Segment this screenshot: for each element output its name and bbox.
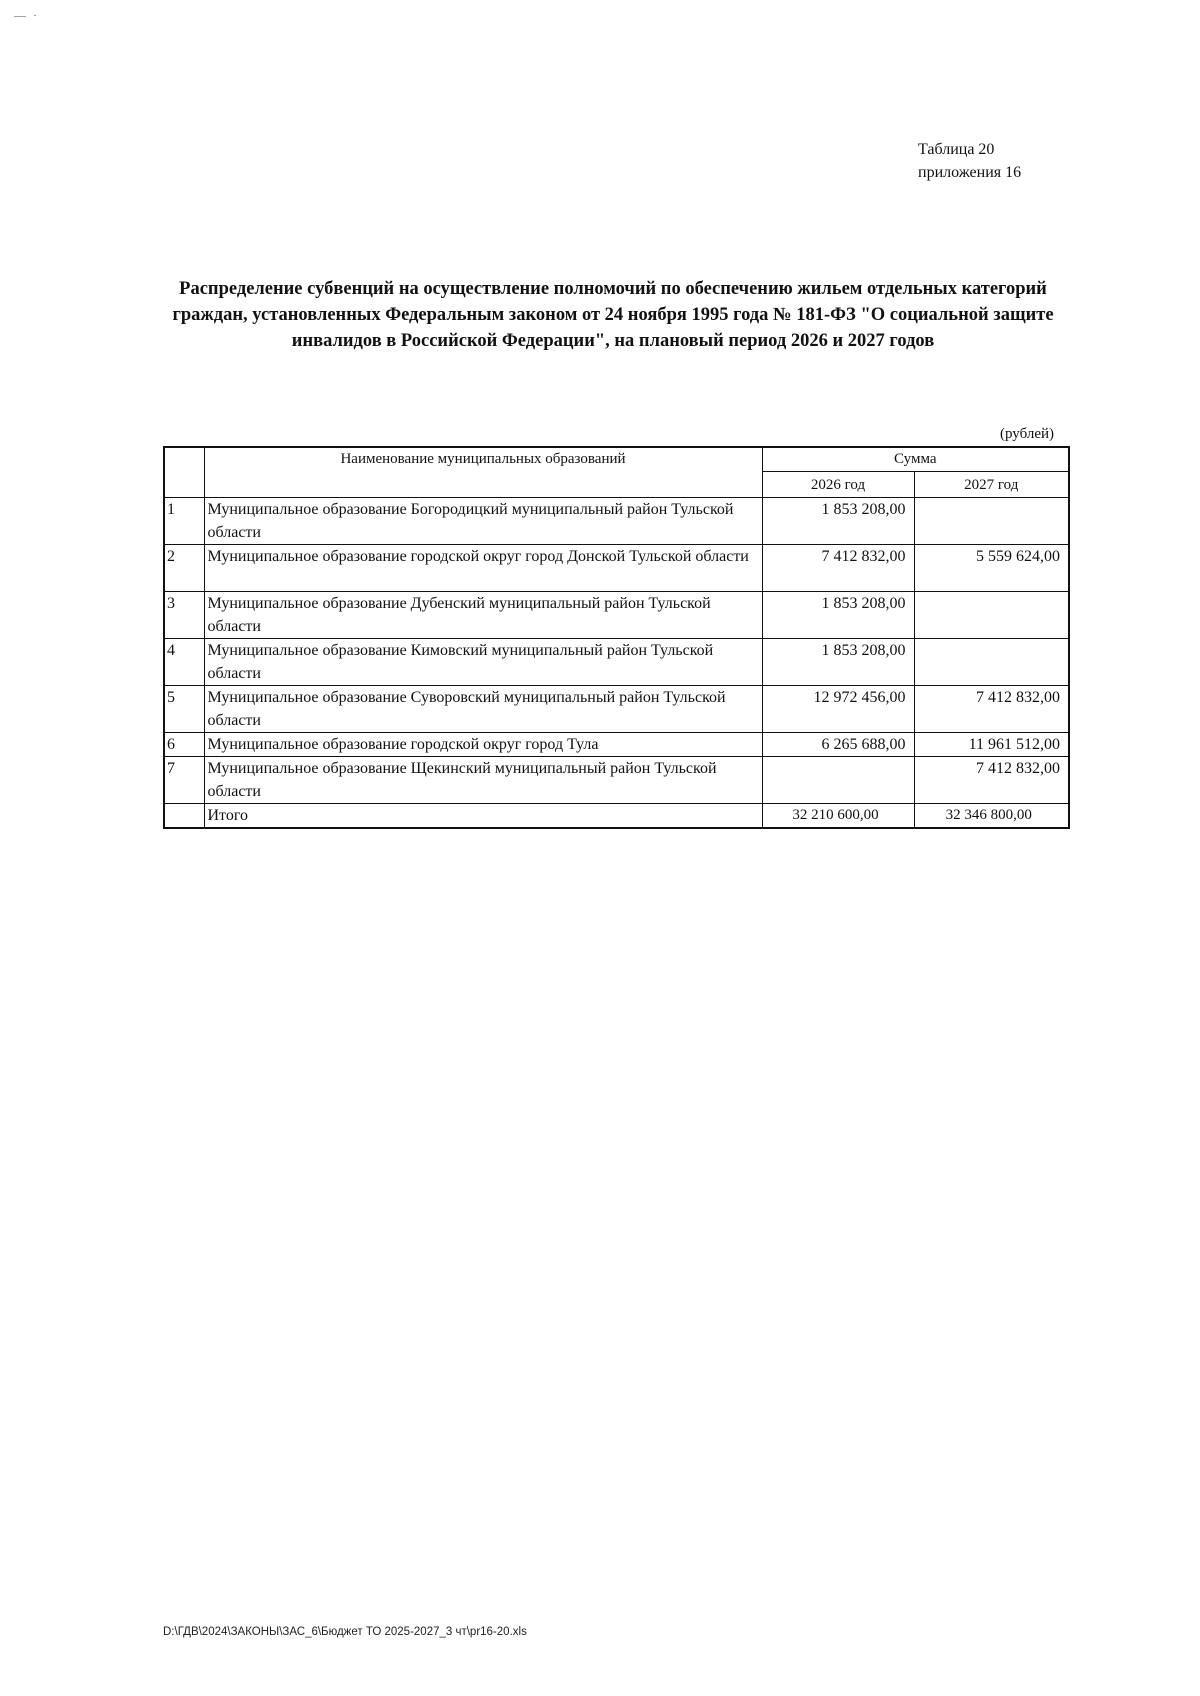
footer-file-path: D:\ГДВ\2024\ЗАКОНЫ\ЗАС_6\Бюджет ТО 2025-2027_3 чт\pr16-20.xls [163,1626,527,1638]
header-index-cell [164,447,204,498]
table-row [164,733,1069,757]
header-year-2027: 2027 год [914,472,1069,498]
row-amount-2027 [914,592,1069,639]
row-amount-2026: 1 853 208,00 [762,639,914,686]
table-row [164,545,1069,592]
row-amount-2026: 7 412 832,00 [762,545,914,592]
document-title: Распределение субвенций на осуществление полномочий по обеспечению жильем отдельных категорий граждан, установленных Федеральным законом от 24 ноября 1995 года № 181-ФЗ "О социальной защите инвалидов в Российской Федерации", на плановый период 2026 и 2027 годов [172,279,1054,351]
row-municipality: Муниципальное образование Дубенский муниципальный район Тульской области [204,592,762,639]
total-amount-2027: 32 346 800,00 [914,804,1069,829]
row-amount-2027 [914,639,1069,686]
header-sum: Сумма [762,447,1069,472]
row-amount-2027: 7 412 832,00 [914,757,1069,804]
row-index: 4 [164,639,204,686]
row-amount-2026: 1 853 208,00 [762,498,914,545]
table-row [164,639,1069,686]
row-municipality: Муниципальное образование Щекинский муниципальный район Тульской области [204,757,762,804]
row-municipality: Муниципальное образование городской округ город Донской Тульской области [204,545,762,592]
row-index: 7 [164,757,204,804]
row-amount-2026: 12 972 456,00 [762,686,914,733]
row-amount-2027: 7 412 832,00 [914,686,1069,733]
subsidy-table [163,446,1070,829]
row-index: 1 [164,498,204,545]
total-label: Итого [204,804,762,829]
row-index: 2 [164,545,204,592]
total-amount-2026: 32 210 600,00 [762,804,914,829]
units-label: (рублей) [1000,426,1055,442]
table-row [164,498,1069,545]
row-index: 5 [164,686,204,733]
row-index: 6 [164,733,204,757]
table-row [164,757,1069,804]
row-amount-2026: 6 265 688,00 [762,733,914,757]
appendix-number: приложения 16 [918,164,1022,181]
header-year-2026: 2026 год [762,472,914,498]
table-row [164,592,1069,639]
row-amount-2027: 5 559 624,00 [914,545,1069,592]
row-municipality: Муниципальное образование Кимовский муниципальный район Тульской области [204,639,762,686]
corner-mark: — · [14,8,39,22]
table-reference [918,138,1021,184]
row-municipality: Муниципальное образование Суворовский муниципальный район Тульской области [204,686,762,733]
total-row [164,804,1069,829]
row-amount-2027 [914,498,1069,545]
row-municipality: Муниципальное образование Богородицкий муниципальный район Тульской области [204,498,762,545]
row-amount-2026: 1 853 208,00 [762,592,914,639]
row-municipality: Муниципальное образование городской округ город Тула [204,733,762,757]
row-amount-2026 [762,757,914,804]
table-number: Таблица 20 [918,141,995,158]
row-amount-2027: 11 961 512,00 [914,733,1069,757]
table-row [164,686,1069,733]
header-municipality: Наименование муниципальных образований [204,447,762,498]
row-index: 3 [164,592,204,639]
total-index-cell [164,804,204,829]
